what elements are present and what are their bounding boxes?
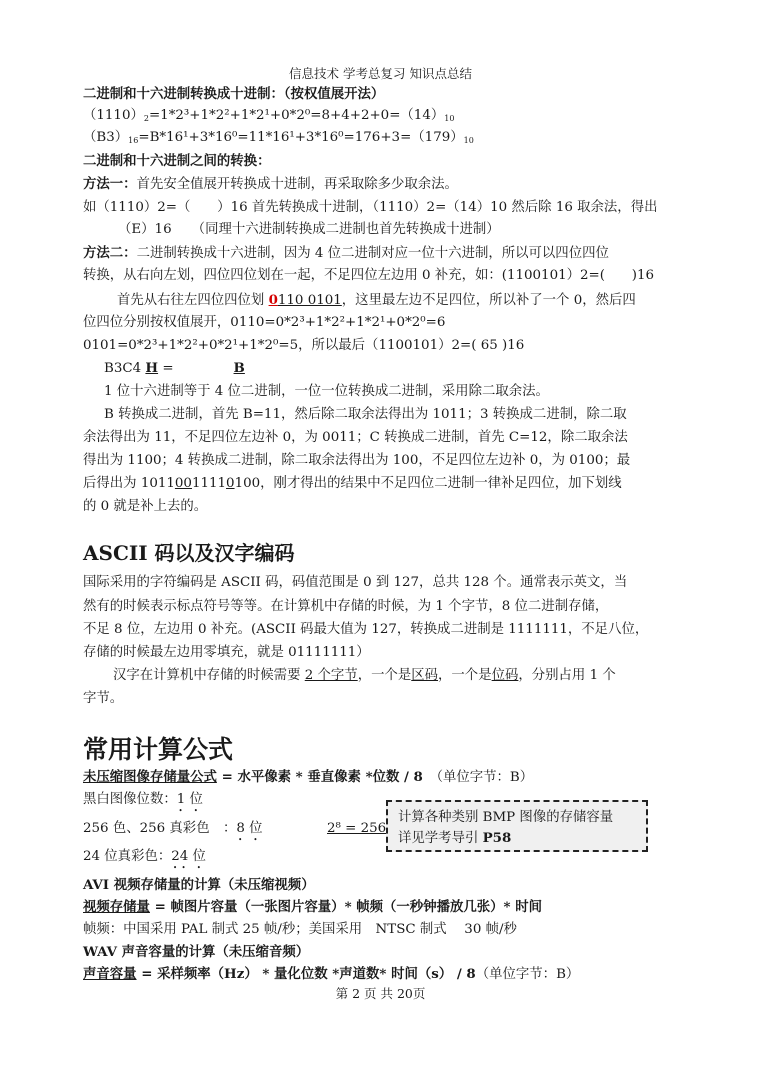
text: 黑白图像位数： (83, 792, 177, 807)
section-title-bin-hex: 二进制和十六进制之间的转换： (83, 153, 271, 169)
text: = 帧图片容量（一张图片容量）* 帧频（一秒钟播放几张）* 时间 (149, 899, 542, 915)
example-hex-to-decimal (83, 128, 681, 148)
audio-formula (83, 964, 681, 985)
text: =B*16¹+3*16⁰=11*16¹+3*16⁰=176+3=（179） (138, 130, 464, 145)
text: ，一个是 (357, 668, 412, 683)
split-example-line3: 0101=0*2³+1*2²+0*2¹+1*2⁰=5，所以最后（1100101）2=( 65 )16 (83, 338, 525, 353)
section-title-formulas: 常用计算公式 (83, 735, 234, 764)
text: （B3） (83, 130, 129, 145)
text: 详见学考导引 (398, 831, 483, 846)
subscript: 10 (444, 114, 455, 123)
avi-title: AVI 视频存储量的计算（未压缩视频） (83, 877, 315, 893)
frame-rate-note: 帧频：中国采用 PAL 制式 25 帧/秒；美国采用 NTSC 制式 30 帧/秒 (83, 922, 517, 937)
text: 24 位真彩色： (83, 849, 172, 864)
padded-zero: 0 (268, 292, 278, 308)
text: 二进制转换成十六进制，因为 4 位二进制对应一位十六进制，所以可以四位四位 (136, 246, 609, 261)
text: H (145, 360, 159, 376)
text: ，这里最左边不足四位，所以补了一个 0，然后四 (341, 293, 636, 308)
method-one-example (83, 198, 681, 218)
text: ，一个是 (438, 668, 492, 683)
text: 首先安全值展开转换成十进制，再采取除多少取余法。 (136, 177, 458, 192)
bmp-note-box (386, 800, 648, 852)
section-title-ascii: ASCII 码以及汉字编码 (83, 541, 295, 565)
note-line: 计算各种类别 BMP 图像的存储容量 (398, 810, 614, 825)
formula-name: 声音容量 (83, 966, 137, 982)
unit-note: （单位字节：B） (422, 770, 534, 785)
ascii-line2: 然有的时候表示标点符号等等。在计算机中存储的时候，为 1 个字节，8 位二进制存储， (83, 599, 609, 614)
text: 如（1110） (83, 200, 158, 215)
video-formula (83, 897, 681, 917)
underlined-term: 区码 (411, 668, 439, 683)
text: = 采样频率（Hz） * 量化位数 *声道数* 时间（s） / 8 (136, 966, 476, 982)
conversion-steps-line2: 余法得出为 11，不足四位左边补 0，为 0011；C 转换成二进制，首先 C=12，除二取余法 (83, 430, 628, 445)
text: 256 色、256 真彩色 ： (83, 821, 237, 836)
emphasized-value: 24 位 (171, 849, 206, 864)
formula-name: 未压缩图像存储量公式 (83, 769, 217, 785)
hex-digit-rule: 1 位十六进制等于 4 位二进制，一位一位转换成二进制，采用除二取余法。 (104, 384, 549, 399)
conversion-steps-line4 (83, 474, 681, 494)
text: = (158, 361, 174, 376)
unit-note: （单位字节：B） (475, 967, 580, 982)
conversion-steps-line3: 得出为 1100；4 转换成二进制，除二取余法得出为 100，不足四位左边补 0，为 0100；最 (83, 453, 631, 468)
method-one-result: （E）16 （同理十六进制转换成二进制也首先转换成十进制） (118, 222, 500, 237)
page-footer: 第 2 页 共 20页 (335, 986, 426, 1001)
padded-zeros: 00 (174, 476, 192, 491)
text: B3C4 (104, 361, 142, 376)
text: 汉字在计算机中存储的时候需要 (113, 668, 305, 683)
wav-title: WAV 声音容量的计算（未压缩音频） (83, 944, 310, 960)
text: 100，刚才得出的结果中不足四位二进制一律补足四位，加下划线 (234, 476, 622, 491)
ascii-line1: 国际采用的字符编码是 ASCII 码，码值范围是 0 到 127，总共 128 个。通常表示英文，当 (83, 575, 628, 590)
example-binary-to-decimal (83, 106, 681, 126)
text: 10 然后除 16 取余法，得出 (490, 200, 658, 215)
note-line (398, 828, 636, 849)
section-title-to-decimal: 二进制和十六进制转换成十进制：（按权值展开法） (83, 86, 385, 102)
text: 后得出为 1011 (83, 476, 175, 491)
method-label: 方法二： (83, 245, 137, 261)
ascii-line4: 存储的时候最左边用零填充，就是 01111111） (83, 645, 370, 660)
underlined-groups: 110 0101 (277, 293, 342, 308)
text: 2=（14） (426, 200, 491, 215)
chinese-encoding-line2: 字节。 (83, 691, 124, 706)
emphasized-value: 1 位 (176, 792, 203, 807)
page-header: 信息技术 学考总复习 知识点总结 (289, 66, 472, 81)
hex-to-binary-heading (104, 358, 702, 379)
ascii-line3: 不足 8 位，左边用 0 补充。(ASCII 码最大值为 127，转换成二进制是 1111111，不足八位， (83, 622, 649, 637)
subscript: 10 (463, 136, 474, 145)
method-label: 方法一： (83, 176, 137, 192)
text: 首先从右往左四位四位划 (117, 293, 269, 308)
subscript: 2 (143, 114, 149, 123)
power-of-two: 2⁸ = 256 (327, 821, 387, 836)
image-storage-formula (83, 767, 681, 788)
text: （1110） (83, 108, 144, 123)
method-two (83, 243, 681, 264)
page-ref: P58 (482, 830, 512, 846)
underlined-term: 2 个字节 (304, 668, 358, 683)
chinese-encoding (113, 666, 711, 686)
formula-name: 视频存储量 (83, 899, 150, 915)
conversion-steps-line1: B 转换成二进制，首先 B=11，然后除二取余法得出为 1011；3 转换成二进制，除二取 (104, 407, 627, 422)
underlined-term: 位码 (491, 668, 519, 683)
conversion-steps-line5: 的 0 就是补上去的。 (83, 499, 208, 514)
text: B (233, 360, 245, 376)
text: ，分别占用 1 个 (518, 668, 616, 683)
method-two-line2: 转换，从右向左划，四位四位划在一起，不足四位左边用 0 补充，如：(1100101）2=( )16 (83, 268, 655, 283)
subscript: 16 (128, 136, 139, 145)
text: 2=（ ） (157, 200, 231, 215)
split-example-line2: 位四位分别按权值展开，0110=0*2³+1*2²+1*2¹+0*2⁰=6 (83, 315, 446, 330)
text: = 水平像素 * 垂直像素 *位数 / 8 (216, 769, 423, 785)
method-one (83, 174, 681, 195)
text: =1*2³+1*2²+1*2¹+0*2⁰=8+4+2+0=（14） (148, 108, 445, 123)
split-example (117, 290, 715, 311)
text: 16 首先转换成十进制，（1110） (230, 200, 427, 215)
emphasized-value: 8 位 (236, 821, 263, 836)
padded-zeros: 0 (226, 476, 235, 491)
text: 1111 (191, 476, 227, 491)
